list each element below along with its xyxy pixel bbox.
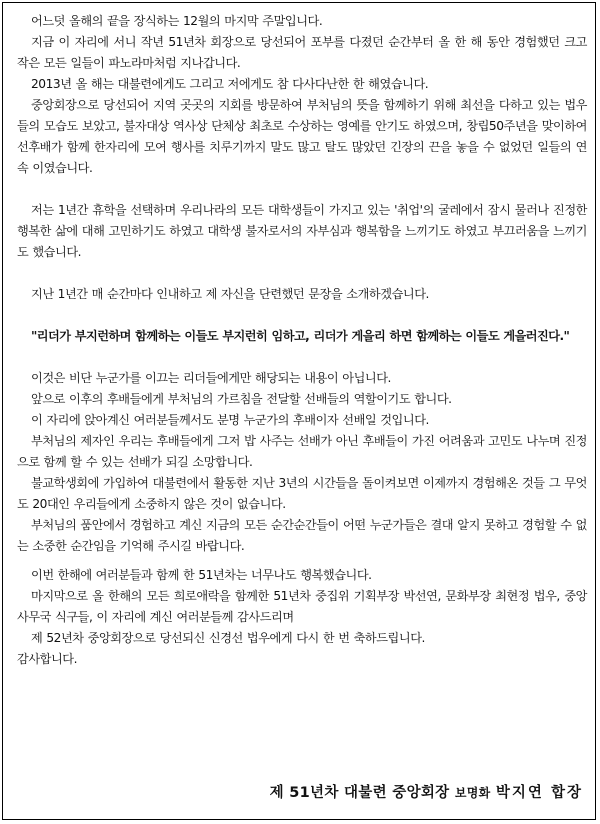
spacer xyxy=(17,557,587,565)
signature-title: 제 51년차 대불련 중앙회장 xyxy=(269,785,450,801)
paragraph-congratulation: 제 52년차 중앙회장으로 당선되신 신경선 법우에게 다시 한 번 축하드립니다. xyxy=(31,631,425,645)
paragraph-hope: 부처님의 제자인 우리는 후배들에게 그저 밥 사주는 선배가 아닌 후배들이 가진 어려움과 고민도 나누며 진정으로 함께 할 수 있는 선배가 되길 소망합니다. xyxy=(17,434,587,469)
paragraph-leave: 저는 1년간 휴학을 선택하며 우리나라의 모든 대학생들이 가지고 있는 '취업'의 굴레에서 잠시 물러나 진정한 행복한 삶에 대해 고민하기도 하였고 대학생 불자로서의 자부심과 행복함을 느끼기도 하였고 부끄러움을 느끼기도 했습니다. xyxy=(17,203,587,259)
spacer xyxy=(17,305,587,326)
closing-thanks: 감사합니다. xyxy=(17,652,78,666)
paragraph-year: 2013년 올 해는 대불련에게도 그리고 저에게도 참 다사다난한 한 해였습니다. xyxy=(31,77,429,91)
paragraph-opening: 어느덧 올해의 끝을 장식하는 12월의 마지막 주말입니다. xyxy=(31,14,323,28)
letter-page xyxy=(2,2,596,820)
signature xyxy=(270,781,583,802)
paragraph-not-only-leaders: 이것은 비단 누군가를 이끄는 리더들에게만 해당되는 내용이 아닙니다. xyxy=(31,371,391,385)
signature-dharma-name: 보명화 xyxy=(454,786,491,800)
spacer xyxy=(17,263,587,284)
paragraph-audience: 이 자리에 앉아계신 여러분들께서도 분명 누군가의 후배이자 선배일 것입니다. xyxy=(31,413,429,427)
paragraph-activities: 중앙회장으로 당선되어 지역 곳곳의 지회를 방문하여 부처님의 뜻을 함께하기 위해 최선을 다하고 있는 법우들의 모습도 보았고, 불자대상 역사상 단체상 최초로 수상하는 영예를 안기도 하였으며, 창립50주년을 맞이하여 선후배가 함께 한자리에 모여 행사를 치루기까지 말도 많고 탈도 많았던 긴장의 끈을 놓을 수 없었던 일들의 연속 이였습니다. xyxy=(17,98,587,175)
paragraph-three-years: 불교학생회에 가입하여 대불련에서 활동한 지난 3년의 시간들을 돌이켜보면 이제까지 경험해온 것들 그 무엇도 20대인 우리들에게 소중하지 않은 것이 없습니다. xyxy=(17,476,587,511)
paragraph-seniors-role: 앞으로 이후의 후배들에게 부처님의 가르침을 전달할 선배들의 역할이기도 합니다. xyxy=(31,392,452,406)
signature-name: 박지연 합장 xyxy=(495,785,583,801)
paragraph-intro-quote: 지난 1년간 매 순간마다 인내하고 제 자신을 단련했던 문장을 소개하겠습니다. xyxy=(31,287,429,301)
spacer xyxy=(17,179,587,200)
quote: "리더가 부지런하며 함께하는 이들도 부지런히 임하고, 리더가 게을리 하면 함께하는 이들도 게을러진다." xyxy=(31,329,570,343)
paragraph-reflection: 지금 이 자리에 서니 작년 51년차 회장으로 당선되어 포부를 다졌던 순간부터 올 한 해 동안 경험했던 크고 작은 모든 일들이 파노라마처럼 지나갑니다. xyxy=(17,35,587,70)
paragraph-happy: 이번 한해에 여러분들과 함께 한 51년차는 너무나도 행복했습니다. xyxy=(31,568,372,582)
spacer xyxy=(17,347,587,368)
letter-body xyxy=(17,11,587,670)
paragraph-remember: 부처님의 품안에서 경험하고 계신 지금의 모든 순간순간들이 어떤 누군가들은 결대 알지 못하고 경험할 수 없는 소중한 순간임을 기억해 주시길 바랍니다. xyxy=(17,518,587,553)
paragraph-thanks-list: 마지막으로 올 한해의 모든 희로애락을 함께한 51년차 중집위 기획부장 박선연, 문화부장 최현정 법우, 중앙사무국 식구들, 이 자리에 계신 여러분들께 감사드리며 xyxy=(17,589,587,624)
